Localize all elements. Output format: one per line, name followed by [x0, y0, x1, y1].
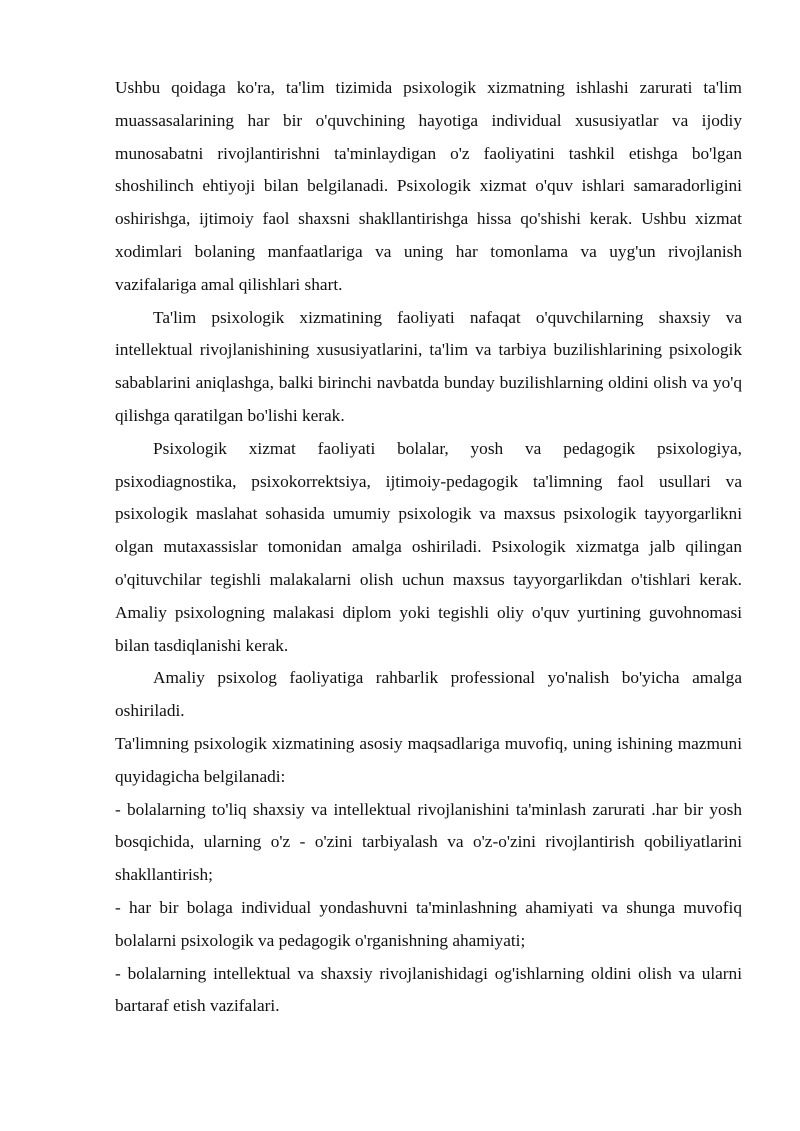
paragraph-5: Ta'limning psixologik xizmatining asosiy maqsadlariga muvofiq, uning ishining mazmuni quyidagicha belgilanadi:: [115, 733, 742, 786]
list-item-2: - har bir bolaga individual yondashuvni ta'minlashning ahamiyati va shunga muvofiq bolalarni psixologik va pedagogik o'rganishning ahamiyati;: [115, 897, 742, 950]
list-item-3: - bolalarning intellektual va shaxsiy rivojlanishidagi og'ishlarning oldini olish va ularni bartaraf etish vazifalari.: [115, 963, 742, 1016]
paragraph-2: Ta'lim psixologik xizmatining faoliyati nafaqat o'quvchilarning shaxsiy va intellektual rivojlanishining xususiyatlarini, ta'lim va tarbiya buzilishlarining psixologik sabablarini aniqlashga, balki birinchi navbatda bunday buzilishlarning oldini olish va yo'q qilishga qaratilgan bo'lishi kerak.: [115, 307, 742, 425]
list-item-1: - bolalarning to'liq shaxsiy va intellektual rivojlanishini ta'minlash zarurati .har bir yosh bosqichida, ularning o'z - o'zini tarbiyalash va o'z-o'zini rivojlantirish qobiliyatlarini shakllantirish;: [115, 799, 742, 885]
paragraph-1: Ushbu qoidaga ko'ra, ta'lim tizimida psixologik xizmatning ishlashi zarurati ta'lim muassasalarining har bir o'quvchining hayotiga individual xususiyatlar va ijodiy munosabatni rivojlantirishni ta'minlaydigan o'z faoliyatini tashkil etishga bo'lgan shoshilinch ehtiyoji bilan belgilanadi. Psixologik xizmat o'quv ishlari samaradorligini oshirishga, ijtimoiy faol shaxsni shakllantirishga hissa qo'shishi kerak. Ushbu xizmat xodimlari bolaning manfaatlariga va uning har tomonlama va uyg'un rivojlanish vazifalariga amal qilishlari shart.: [115, 78, 742, 294]
document-page: [115, 72, 742, 1023]
paragraph-3: Psixologik xizmat faoliyati bolalar, yosh va pedagogik psixologiya, psixodiagnostika, psixokorrektsiya, ijtimoiy-pedagogik ta'limning faol usullari va psixologik maslahat sohasida umumiy psixologik va maxsus psixologik tayyorgarlikni olgan mutaxassislar tomonidan amalga oshiriladi. Psixologik xizmatga jalb qilingan o'qituvchilar tegishli malakalarni olish uchun maxsus tayyorgarlikdan o'tishlari kerak. Amaliy psixologning malakasi diplom yoki tegishli oliy o'quv yurtining guvohnomasi bilan tasdiqlanishi kerak.: [115, 438, 742, 655]
paragraph-4: Amaliy psixolog faoliyatiga rahbarlik professional yo'nalish bo'yicha amalga oshiriladi.: [115, 668, 742, 721]
